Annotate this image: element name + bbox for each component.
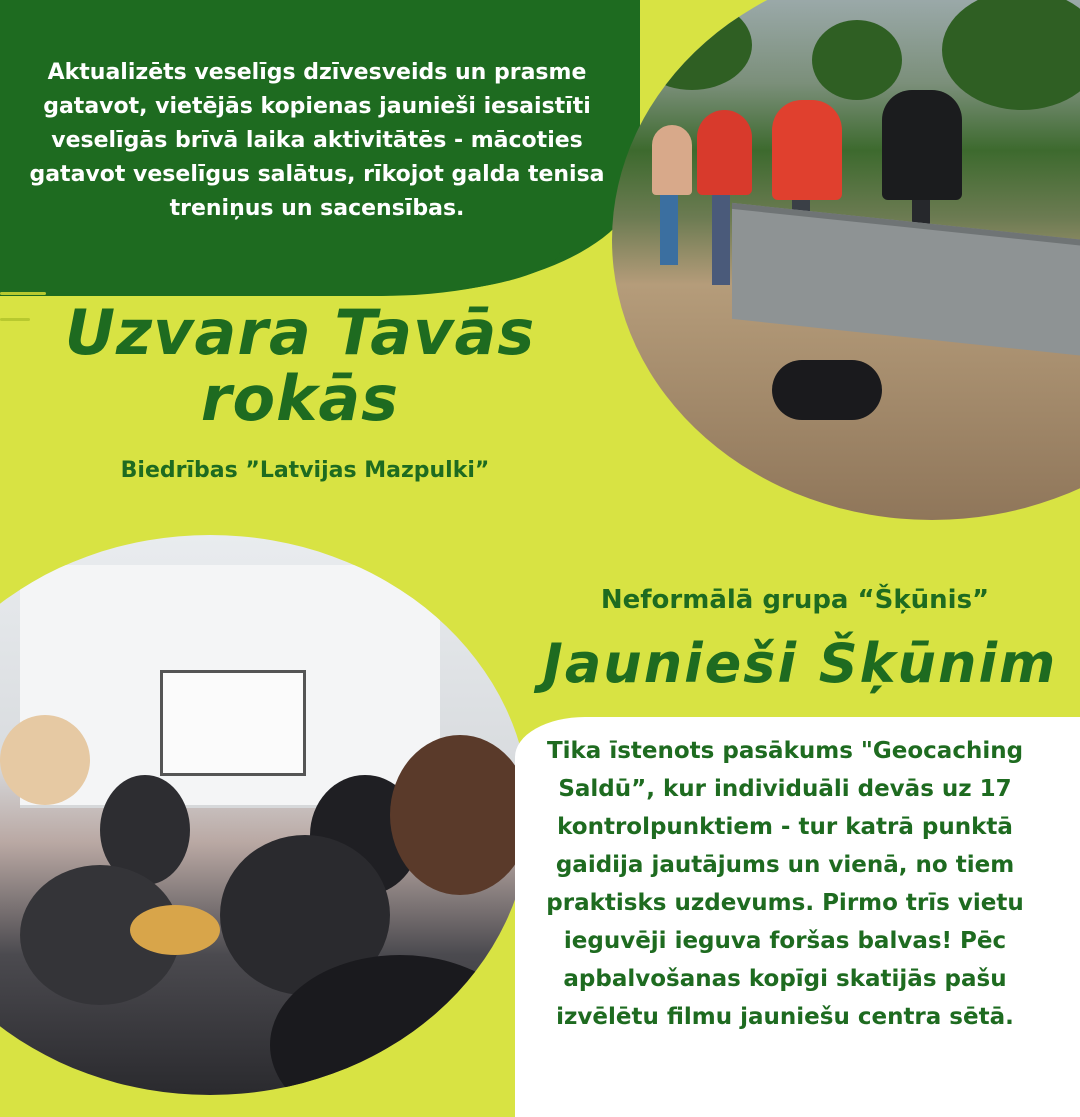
intro-background-shape-tail [0, 250, 560, 296]
decorative-dash [0, 318, 30, 321]
film-screening-photo [0, 535, 530, 1095]
group-title: Jaunieši Šķūnim [542, 632, 1058, 695]
project-subtitle: Biedrības ”Latvijas Mazpulki” [120, 458, 490, 483]
decorative-dash [0, 292, 46, 295]
table-tennis-photo [612, 0, 1080, 520]
group-label: Neformālā grupa “Šķūnis” [600, 585, 990, 615]
event-description: Tika īstenots pasākums "Geocaching Saldū”, kur individuāli devās uz 17 kontrolpunktiem - tur katrā punktā gaidija jautājums un vienā, no tiem praktisks uzdevums. Pirmo trīs vietu ieguvēji ieguva foršas balvas! Pēc apbalvošanas kopīgi skatijās pašu izvēlētu filmu jauniešu centra sētā. [546, 738, 1024, 1030]
project-title: Uzvara Tavās rokās [64, 296, 536, 435]
intro-text: Aktualizēts veselīgs dzīvesveids un prasme gatavot, vietējās kopienas jaunieši iesaistīti veselīgās brīvā laika aktivitātēs - mācoties gatavot veselīgus salātus, rīkojot galda tenisa treniņus un sacensības. [29, 60, 605, 221]
